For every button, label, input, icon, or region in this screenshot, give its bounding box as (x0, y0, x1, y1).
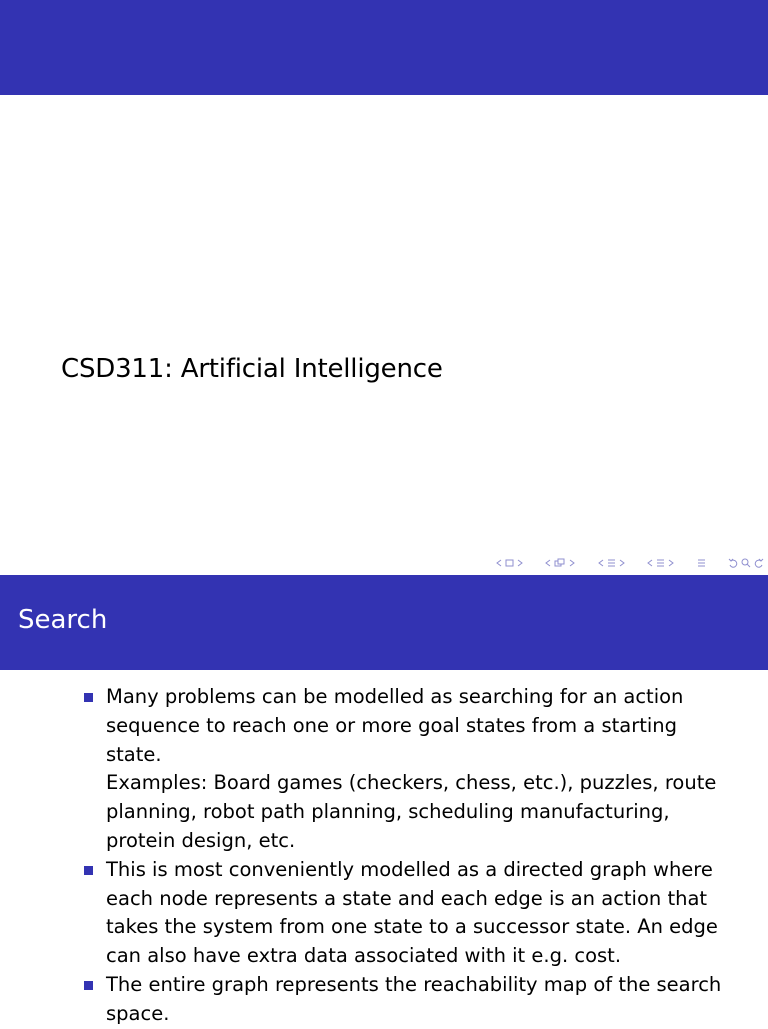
bullet-text-line: protein design, etc. (106, 828, 296, 852)
nav-group-section[interactable] (598, 558, 625, 568)
arrow-right-icon[interactable] (668, 559, 674, 567)
bullet-list (84, 683, 744, 1029)
bullet-marker-icon (84, 981, 93, 990)
bullet-text-line: takes the system from one state to a successor state. An edge (106, 915, 718, 939)
slide-icon[interactable] (656, 558, 665, 568)
bullet-text-line: each node represents a state and each edge is an action that (106, 886, 708, 910)
nav-group-slide[interactable] (647, 558, 674, 568)
bullet-text-line: can also have extra data associated with it e.g. cost. (106, 944, 622, 968)
bullet-text-line: space. (106, 1001, 170, 1025)
list-item (84, 971, 744, 1029)
list-item (84, 683, 744, 856)
search-icon[interactable] (741, 558, 751, 568)
bullet-text-line: sequence to reach one or more goal states from a starting (106, 713, 678, 737)
nav-group-subsection[interactable] (545, 558, 575, 568)
arrow-left-icon[interactable] (545, 559, 551, 567)
bullet-text-line: Examples: Board games (checkers, chess, etc.), puzzles, route (106, 771, 717, 795)
bullet-text-line: state. (106, 742, 162, 766)
bullet-text-line: Many problems can be modelled as searching for an action (106, 685, 684, 708)
header-banner (0, 0, 768, 95)
arrow-left-icon[interactable] (496, 559, 502, 567)
arrow-left-icon[interactable] (647, 559, 653, 567)
arrow-right-icon[interactable] (517, 559, 523, 567)
nav-group-document[interactable] (697, 558, 706, 568)
redo-icon[interactable] (754, 558, 764, 568)
nav-group-tools[interactable] (728, 558, 764, 568)
list-item (84, 856, 744, 971)
content-slide (0, 575, 768, 1024)
bullet-marker-icon (84, 693, 93, 702)
bullet-marker-icon (84, 866, 93, 875)
frame-icon[interactable] (505, 559, 514, 567)
document-icon[interactable] (697, 558, 706, 568)
beamer-navigation-bar (496, 555, 764, 571)
bullet-text-line: The entire graph represents the reachability map of the search (106, 972, 722, 996)
nav-group-frame[interactable] (496, 559, 523, 567)
bullet-text-line: This is most conveniently modelled as a directed graph where (106, 857, 713, 881)
arrow-right-icon[interactable] (569, 559, 575, 567)
arrow-right-icon[interactable] (619, 559, 625, 567)
undo-icon[interactable] (728, 558, 738, 568)
page-title: CSD311: Artificial Intelligence (61, 354, 443, 384)
subsection-icon[interactable] (554, 558, 566, 568)
bullet-text-line: planning, robot path planning, scheduling manufacturing, (106, 800, 670, 824)
arrow-left-icon[interactable] (598, 559, 604, 567)
frame-title: Search (18, 605, 108, 635)
frame-title-banner (0, 575, 768, 670)
section-icon[interactable] (607, 558, 616, 568)
